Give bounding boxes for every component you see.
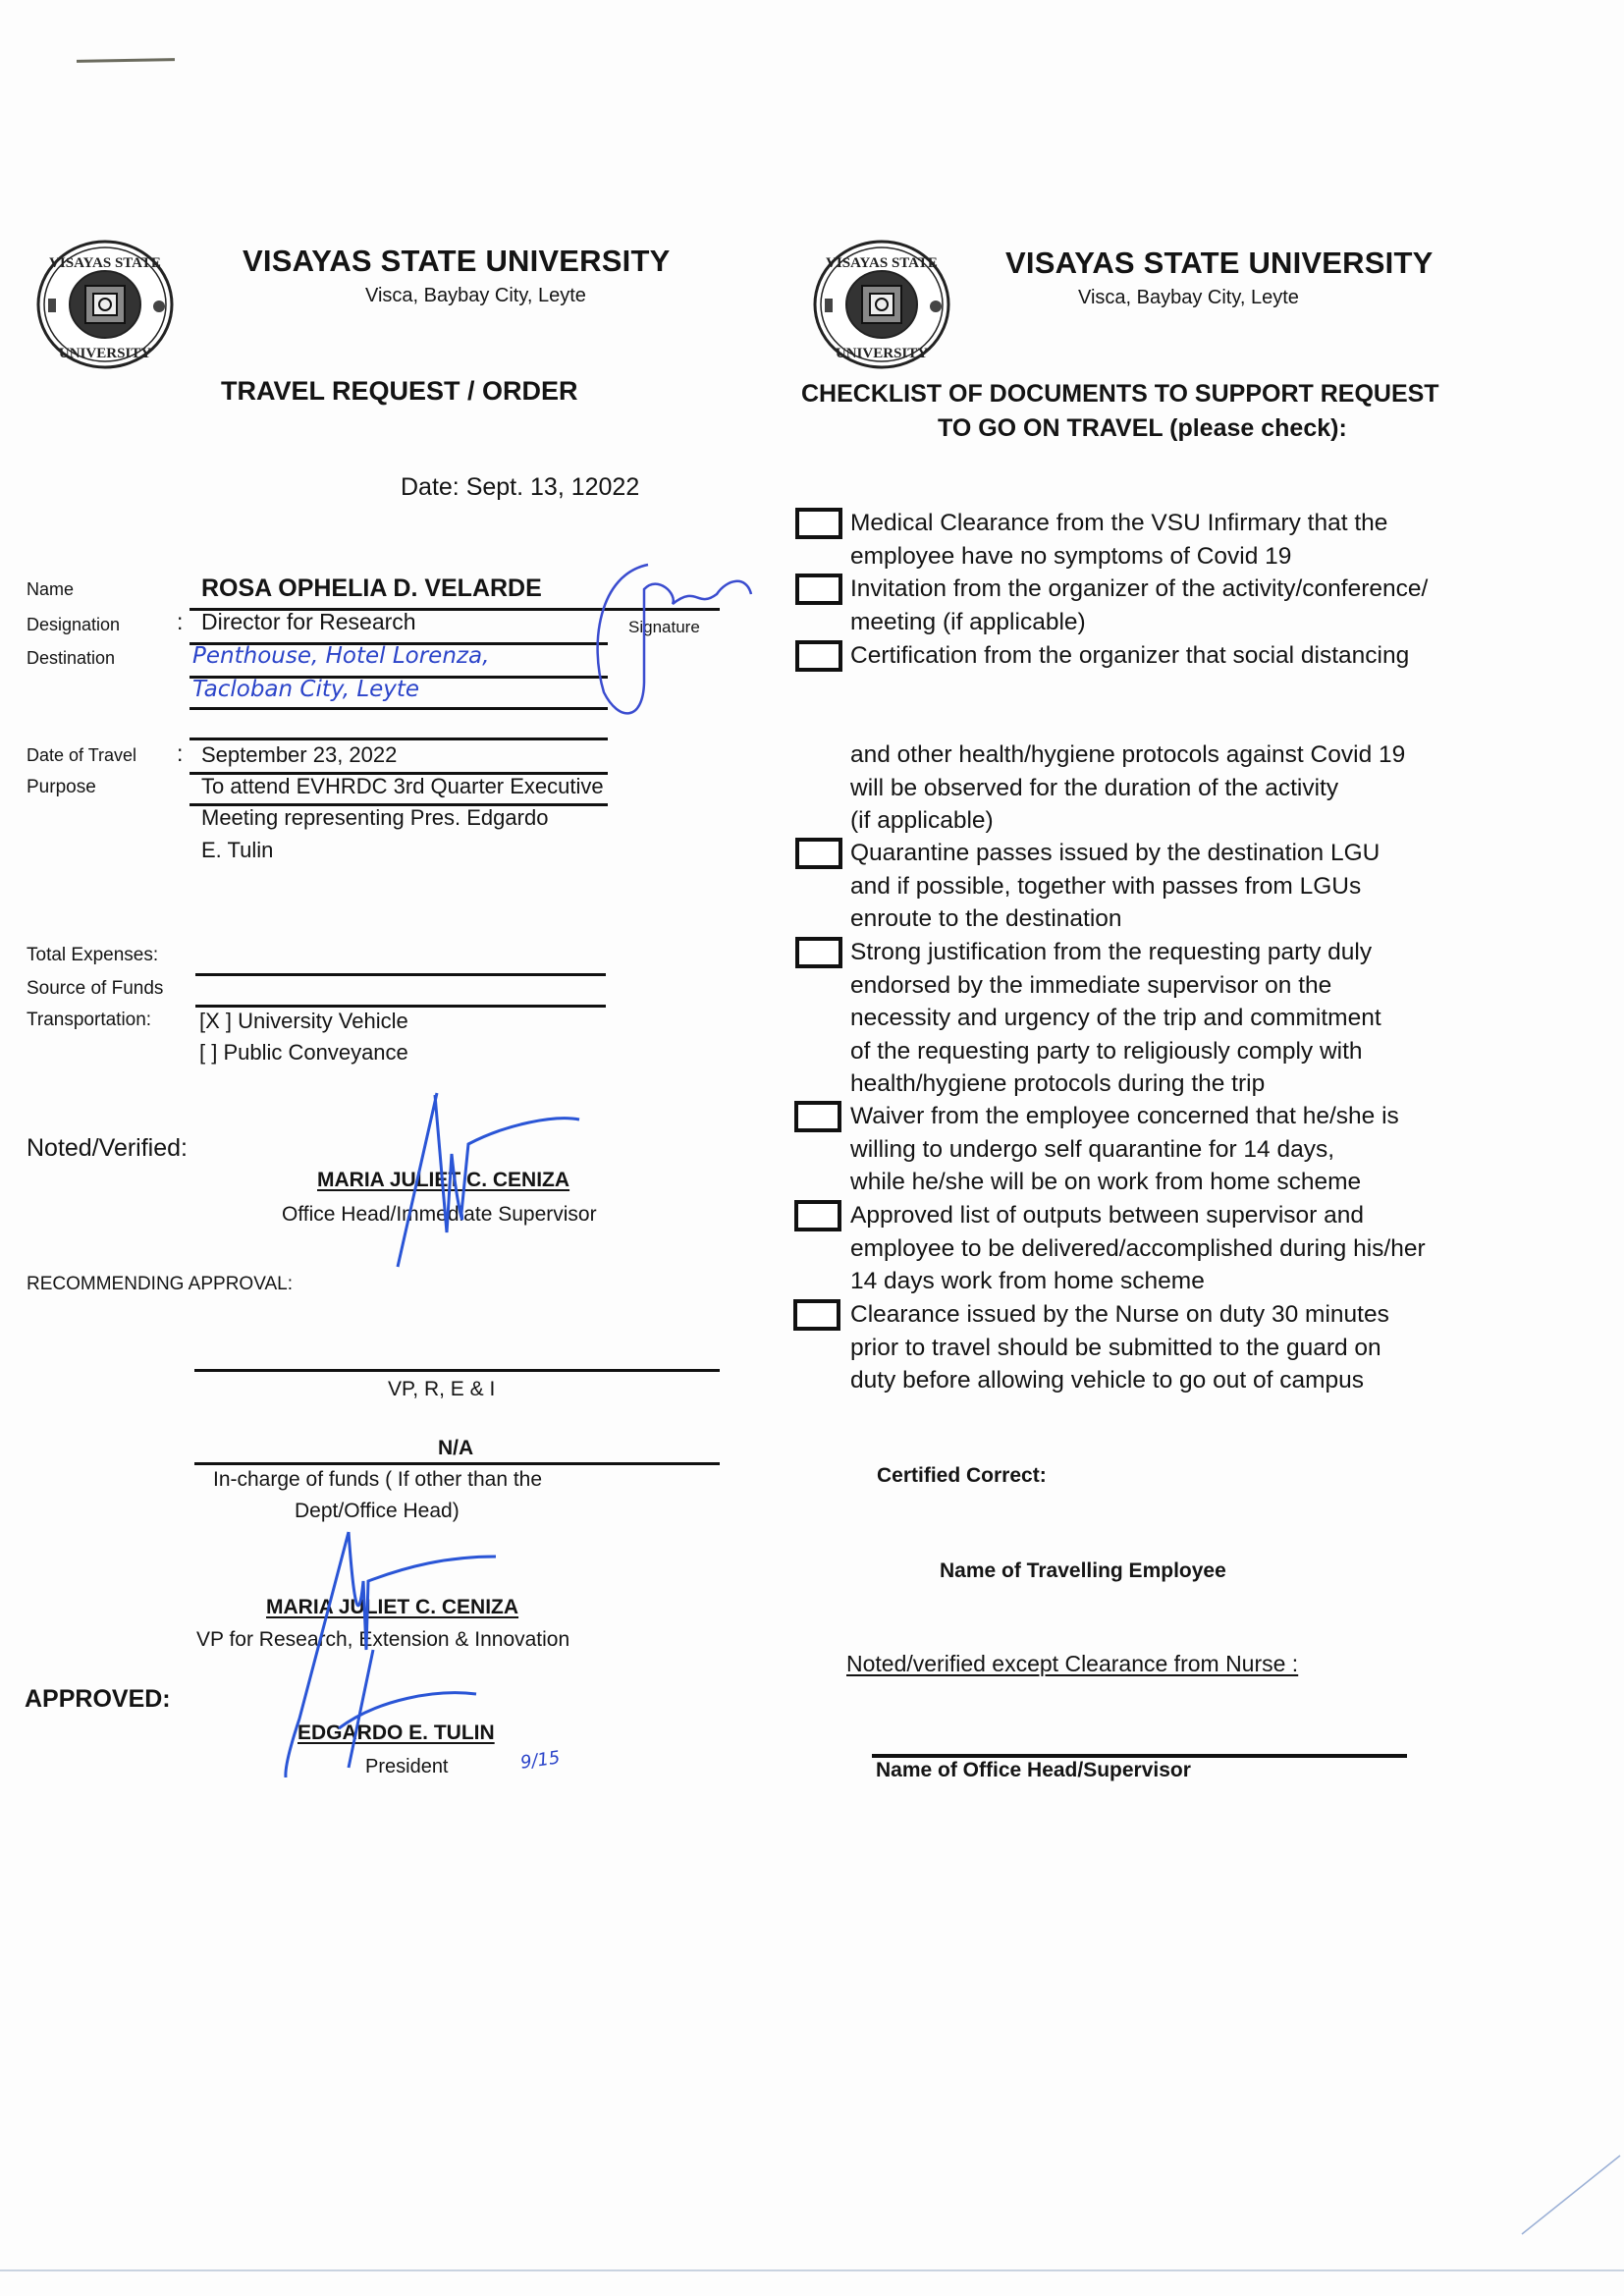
- checklist-item-medical-clearance: [850, 507, 1387, 573]
- university-address: Visca, Baybay City, Leyte: [1078, 287, 1299, 308]
- recommending-approval-label: RECOMMENDING APPROVAL:: [27, 1274, 293, 1294]
- checklist-title-line2: TO GO ON TRAVEL (please check):: [938, 414, 1347, 442]
- total-expenses-line[interactable]: [195, 973, 606, 976]
- item-line: necessity and urgency of the trip and commitment: [850, 1005, 1381, 1031]
- vp-full-title: VP for Research, Extension & Innovation: [196, 1628, 570, 1651]
- funds-in-charge-title-1: In-charge of funds ( If other than the: [213, 1468, 543, 1491]
- university-address: Visca, Baybay City, Leyte: [365, 285, 586, 306]
- checkbox-waiver[interactable]: [794, 1101, 841, 1132]
- total-expenses-label: Total Expenses:: [27, 945, 159, 965]
- item-line: Clearance issued by the Nurse on duty 30 minutes: [850, 1301, 1389, 1328]
- purpose-line2[interactable]: Meeting representing Pres. Edgardo: [201, 805, 549, 830]
- purpose-line3[interactable]: E. Tulin: [201, 838, 274, 862]
- destination-line-3: [189, 738, 608, 740]
- item-line: Strong justification from the requesting party duly: [850, 939, 1373, 965]
- transport-university-vehicle[interactable]: [X ] University Vehicle: [199, 1009, 408, 1033]
- office-head-name-label: Name of Office Head/Supervisor: [876, 1759, 1191, 1781]
- item-line: Quarantine passes issued by the destination LGU: [850, 840, 1380, 866]
- checklist-item-strong-justification: [850, 936, 1381, 1101]
- funds-in-charge-line: [194, 1462, 720, 1465]
- item-line: while he/she will be on work from home scheme: [850, 1169, 1362, 1195]
- vp-signature-line[interactable]: [194, 1369, 720, 1372]
- item-line: Medical Clearance from the VSU Infirmary that the: [850, 510, 1388, 536]
- university-seal-icon: [808, 236, 955, 373]
- requester-signature-icon: [579, 555, 776, 732]
- supervisor-name: MARIA JULIET C. CENIZA: [317, 1169, 570, 1191]
- destination-line1[interactable]: Penthouse, Hotel Lorenza,: [192, 643, 490, 669]
- purpose-label: Purpose: [27, 777, 96, 797]
- funds-in-charge-value: N/A: [438, 1437, 474, 1459]
- checklist-title-line1: CHECKLIST OF DOCUMENTS TO SUPPORT REQUEST: [801, 380, 1439, 408]
- item-line: meeting (if applicable): [850, 608, 1086, 635]
- university-name: VISAYAS STATE UNIVERSITY: [1005, 246, 1434, 280]
- source-of-funds-label: Source of Funds: [27, 978, 164, 999]
- svg-text:VISAYAS STATE: VISAYAS STATE: [826, 255, 938, 271]
- item-line: employee to be delivered/accomplished during his/her: [850, 1234, 1426, 1262]
- office-head-signature-line[interactable]: [872, 1754, 1407, 1758]
- name-value[interactable]: ROSA OPHELIA D. VELARDE: [201, 574, 542, 602]
- scan-stray-mark: [1512, 2151, 1624, 2239]
- svg-text:UNIVERSITY: UNIVERSITY: [835, 346, 929, 361]
- president-title: President: [365, 1756, 449, 1777]
- item-line: and if possible, together with passes from LGUs: [850, 872, 1362, 900]
- source-of-funds-line[interactable]: [195, 1005, 606, 1008]
- checklist-item-certification: [850, 639, 1409, 673]
- signature-label: Signature: [628, 618, 700, 636]
- item-line: endorsed by the immediate supervisor on the: [850, 971, 1332, 999]
- name-label: Name: [27, 579, 75, 599]
- scan-edge-line: [0, 2269, 1624, 2271]
- scan-mark: [77, 58, 175, 63]
- request-date: Date: Sept. 13, 12022: [401, 473, 640, 501]
- item-line: Approved list of outputs between supervisor and: [850, 1202, 1364, 1229]
- item-line: employee have no symptoms of Covid 19: [850, 542, 1292, 570]
- destination-line2[interactable]: Tacloban City, Leyte: [192, 677, 420, 702]
- funds-in-charge-title-2: Dept/Office Head): [295, 1500, 460, 1522]
- item-line: Invitation from the organizer of the activity/conference/: [850, 575, 1429, 602]
- vp-name: MARIA JULIET C. CENIZA: [266, 1596, 519, 1618]
- checkbox-strong-justification[interactable]: [795, 937, 842, 968]
- designation-colon: :: [177, 609, 184, 634]
- checklist-item-waiver: [850, 1100, 1399, 1199]
- item-line: and other health/hygiene protocols against Covid 19: [850, 741, 1406, 768]
- travelling-employee-name-label: Name of Travelling Employee: [940, 1559, 1226, 1582]
- item-line: duty before allowing vehicle to go out of campus: [850, 1367, 1364, 1394]
- purpose-line1[interactable]: To attend EVHRDC 3rd Quarter Executive: [201, 774, 604, 798]
- transport-public-conveyance[interactable]: [ ] Public Conveyance: [199, 1040, 408, 1065]
- item-line: enroute to the destination: [850, 905, 1122, 932]
- transportation-label: Transportation:: [27, 1010, 152, 1030]
- president-name: EDGARDO E. TULIN: [298, 1722, 495, 1744]
- checklist-item-quarantine-passes: [850, 837, 1380, 936]
- checkbox-nurse-clearance[interactable]: [793, 1299, 840, 1331]
- destination-label: Destination: [27, 648, 116, 668]
- noted-verified-label: Noted/Verified:: [27, 1134, 188, 1162]
- form-title: TRAVEL REQUEST / ORDER: [221, 376, 578, 406]
- supervisor-title: Office Head/Immediate Supervisor: [282, 1203, 597, 1226]
- item-line: 14 days work from home scheme: [850, 1268, 1205, 1294]
- checkbox-quarantine-passes[interactable]: [795, 838, 842, 869]
- item-line: of the requesting party to religiously comply with: [850, 1037, 1363, 1065]
- checklist-item-invitation: [850, 573, 1428, 638]
- university-seal-icon: [31, 236, 179, 373]
- date-of-travel-label: Date of Travel: [27, 745, 137, 765]
- item-line: will be observed for the duration of the activity: [850, 774, 1339, 801]
- designation-value[interactable]: Director for Research: [201, 609, 416, 634]
- certified-correct-label: Certified Correct:: [877, 1464, 1047, 1487]
- date-of-travel-colon: :: [177, 740, 184, 766]
- svg-text:UNIVERSITY: UNIVERSITY: [58, 346, 152, 361]
- item-line: health/hygiene protocols during the trip: [850, 1070, 1266, 1097]
- university-name: VISAYAS STATE UNIVERSITY: [243, 244, 671, 278]
- checkbox-invitation[interactable]: [795, 574, 842, 605]
- item-line: Waiver from the employee concerned that he/she is: [850, 1103, 1399, 1129]
- vp-rei-title: VP, R, E & I: [388, 1378, 496, 1400]
- item-line: (if applicable): [850, 807, 994, 834]
- date-of-travel-value[interactable]: September 23, 2022: [201, 742, 398, 767]
- checkbox-approved-outputs[interactable]: [794, 1200, 841, 1231]
- checklist-item-certification-continued: [850, 738, 1405, 838]
- checkbox-medical-clearance[interactable]: [795, 508, 842, 539]
- checklist-item-nurse-clearance: [850, 1298, 1389, 1397]
- destination-line-2: [189, 707, 608, 710]
- item-line: Certification from the organizer that social distancing: [850, 642, 1410, 669]
- item-line: willing to undergo self quarantine for 14 days,: [850, 1135, 1335, 1163]
- item-line: prior to travel should be submitted to the guard on: [850, 1334, 1381, 1361]
- checkbox-certification[interactable]: [795, 640, 842, 672]
- checklist-item-approved-outputs: [850, 1199, 1426, 1298]
- president-initial-note: 9/15: [518, 1747, 562, 1774]
- approved-label: APPROVED:: [25, 1685, 171, 1713]
- svg-text:VISAYAS STATE: VISAYAS STATE: [49, 255, 161, 271]
- noted-except-nurse-label: Noted/verified except Clearance from Nurse :: [846, 1651, 1299, 1676]
- designation-label: Designation: [27, 615, 121, 634]
